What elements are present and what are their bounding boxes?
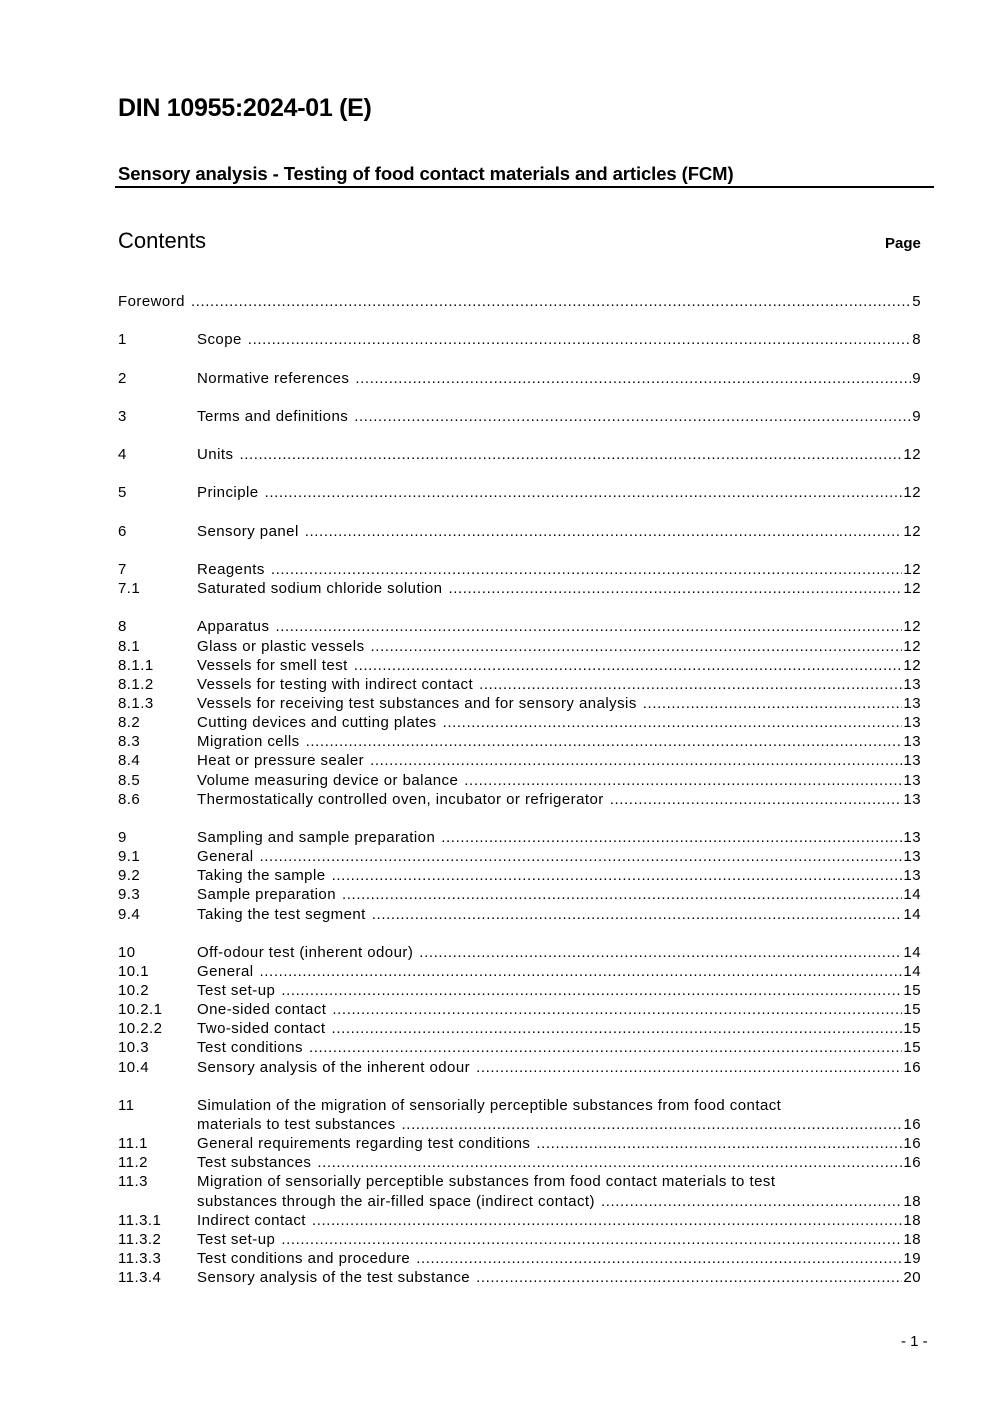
toc-entry[interactable] (118, 1230, 921, 1249)
entry-page: 13 (903, 752, 921, 770)
entry-page: 8 (912, 331, 921, 349)
dot-leader (332, 1019, 903, 1038)
entry-title[interactable]: Taking the sample (197, 867, 326, 885)
toc-entry[interactable] (118, 637, 921, 656)
toc-entry[interactable] (118, 560, 921, 579)
dot-leader (448, 579, 902, 598)
entry-page: 14 (903, 905, 921, 923)
entry-title[interactable]: General (197, 962, 254, 980)
entry-number: 1 (118, 331, 127, 349)
title-underline (115, 186, 934, 188)
dot-leader (312, 1211, 902, 1230)
group-spacer (118, 503, 921, 522)
entry-title[interactable]: Vessels for receiving test substances and for sensory analysis (197, 694, 637, 712)
toc-entry[interactable] (118, 445, 921, 464)
entry-page: 12 (903, 446, 921, 464)
entry-title[interactable]: Sample preparation (197, 886, 337, 904)
dot-leader (419, 943, 902, 962)
document-id: DIN 10955:2024-01 (E) (118, 94, 372, 122)
entry-page: 13 (903, 848, 921, 866)
entry-title[interactable]: Scope (197, 331, 242, 349)
entry-page: 16 (903, 1058, 921, 1076)
entry-number: 11.2 (118, 1154, 148, 1172)
entry-page: 13 (903, 733, 921, 751)
dot-leader (464, 771, 902, 790)
toc-entry-first-line[interactable] (118, 1096, 921, 1115)
entry-number: 9.2 (118, 867, 141, 885)
entry-page: 14 (903, 943, 921, 961)
toc-entry[interactable] (118, 1192, 921, 1211)
entry-number: 8.4 (118, 752, 141, 770)
entry-title[interactable]: Reagents (197, 560, 265, 578)
entry-number: 3 (118, 407, 127, 425)
group-spacer (118, 311, 921, 330)
dot-leader (260, 962, 903, 981)
entry-number: 10 (118, 943, 136, 961)
dot-leader (643, 694, 903, 713)
toc-entry[interactable] (118, 828, 921, 847)
entry-title[interactable]: Test conditions (197, 1039, 303, 1057)
entry-title[interactable]: Vessels for testing with indirect contact (197, 675, 474, 693)
toc-entry[interactable] (118, 771, 921, 790)
toc-entry[interactable] (118, 713, 921, 732)
toc-entry[interactable] (118, 790, 921, 809)
entry-page: 19 (903, 1250, 921, 1268)
entry-number: 7.1 (118, 580, 141, 598)
toc-entry[interactable] (118, 962, 921, 981)
entry-page: 15 (903, 1001, 921, 1019)
entry-title-line1: Migration of sensorially perceptible substances from food contact materials to test (197, 1173, 776, 1191)
entry-number: 8 (118, 618, 127, 636)
dot-leader (441, 828, 902, 847)
entry-number: 2 (118, 369, 127, 387)
entry-title[interactable]: Principle (197, 484, 259, 502)
toc-entry[interactable] (118, 885, 921, 904)
document-subtitle: Sensory analysis - Testing of food contact materials and articles (FCM) (118, 163, 734, 184)
entry-title[interactable]: Sensory panel (197, 522, 299, 540)
entry-number: 8.3 (118, 733, 141, 751)
entry-page: 9 (912, 369, 921, 387)
entry-number: 8.1 (118, 637, 141, 655)
entry-title[interactable]: Sensory analysis of the inherent odour (197, 1058, 471, 1076)
toc-entry-first-line[interactable] (118, 1172, 921, 1191)
dot-leader (601, 1192, 902, 1211)
entry-title[interactable]: General (197, 848, 254, 866)
dot-leader (239, 445, 902, 464)
dot-leader (370, 751, 902, 770)
dot-leader (476, 1058, 902, 1077)
entry-title[interactable]: Sampling and sample preparation (197, 828, 436, 846)
dot-leader (332, 866, 903, 885)
entry-page: 16 (903, 1116, 921, 1134)
entry-page: 13 (903, 867, 921, 885)
entry-title[interactable]: Test conditions and procedure (197, 1250, 411, 1268)
entry-title[interactable]: Taking the test segment (197, 905, 366, 923)
dot-leader (354, 656, 903, 675)
entry-number: 10.4 (118, 1058, 149, 1076)
entry-page: 13 (903, 771, 921, 789)
entry-title[interactable]: Glass or plastic vessels (197, 637, 365, 655)
entry-number (118, 1192, 197, 1211)
entry-number: 9.1 (118, 848, 141, 866)
entry-title[interactable]: Migration cells (197, 733, 300, 751)
entry-title[interactable]: Test set-up (197, 1230, 276, 1248)
toc-entry[interactable] (118, 751, 921, 770)
toc-entry[interactable] (118, 1058, 921, 1077)
entry-number: 11.3 (118, 1173, 148, 1191)
dot-leader (371, 637, 903, 656)
entry-number: 7 (118, 560, 127, 578)
toc-entry[interactable] (118, 1019, 921, 1038)
entry-page: 15 (903, 982, 921, 1000)
entry-number: 10.2 (118, 982, 149, 1000)
toc-entry[interactable] (118, 330, 921, 349)
entry-page: 18 (903, 1211, 921, 1229)
dot-leader (355, 369, 911, 388)
toc-entry[interactable] (118, 407, 921, 426)
entry-page: 18 (903, 1230, 921, 1248)
group-spacer (118, 598, 921, 617)
entry-page: 13 (903, 828, 921, 846)
entry-number: 8.2 (118, 714, 141, 732)
entry-number: 9.4 (118, 905, 141, 923)
entry-title[interactable]: Units (197, 446, 234, 464)
group-spacer (118, 464, 921, 483)
entry-number: 8.1.1 (118, 656, 154, 674)
dot-leader (248, 330, 911, 349)
entry-title[interactable]: Volume measuring device or balance (197, 771, 459, 789)
entry-page: 12 (903, 484, 921, 502)
entry-number: 11.3.3 (118, 1250, 162, 1268)
entry-page: 12 (903, 656, 921, 674)
entry-page: 13 (903, 790, 921, 808)
entry-title[interactable]: Terms and definitions (197, 407, 349, 425)
dot-leader (416, 1249, 902, 1268)
toc-entry[interactable] (118, 617, 921, 636)
entry-title[interactable]: Cutting devices and cutting plates (197, 714, 437, 732)
page-number: - 1 - (901, 1333, 928, 1350)
dot-leader (443, 713, 903, 732)
dot-leader (402, 1115, 903, 1134)
toc-entry[interactable] (118, 1153, 921, 1172)
entry-title[interactable]: One-sided contact (197, 1001, 327, 1019)
entry-title[interactable]: Apparatus (197, 618, 270, 636)
entry-title[interactable]: Normative references (197, 369, 350, 387)
entry-page: 15 (903, 1039, 921, 1057)
entry-page: 14 (903, 886, 921, 904)
group-spacer (118, 541, 921, 560)
entry-page: 13 (903, 675, 921, 693)
group-spacer (118, 426, 921, 445)
entry-page: 16 (903, 1135, 921, 1153)
entry-number: 4 (118, 446, 127, 464)
entry-page: 14 (903, 962, 921, 980)
toc-entry[interactable] (118, 1000, 921, 1019)
dot-leader (479, 675, 902, 694)
entry-number: 5 (118, 484, 127, 502)
dot-leader (275, 617, 902, 636)
toc-entry[interactable] (118, 732, 921, 751)
dot-leader (305, 522, 903, 541)
entry-number: 11.3.2 (118, 1230, 162, 1248)
toc-entry[interactable] (118, 579, 921, 598)
entry-title[interactable]: Saturated sodium chloride solution (197, 580, 443, 598)
entry-page: 12 (903, 637, 921, 655)
toc-entry[interactable] (118, 369, 921, 388)
entry-page: 12 (903, 560, 921, 578)
toc-entry[interactable] (118, 847, 921, 866)
entry-page: 13 (903, 714, 921, 732)
entry-title[interactable]: Test set-up (197, 982, 276, 1000)
entry-page: 16 (903, 1154, 921, 1172)
entry-title[interactable]: Vessels for smell test (197, 656, 348, 674)
entry-number: 8.6 (118, 790, 141, 808)
entry-title[interactable]: Heat or pressure sealer (197, 752, 365, 770)
entry-number: 6 (118, 522, 127, 540)
toc-entry[interactable] (118, 1249, 921, 1268)
entry-number: 11.1 (118, 1135, 148, 1153)
group-spacer (118, 349, 921, 368)
dot-leader (309, 1038, 902, 1057)
toc-entry[interactable] (118, 675, 921, 694)
dot-leader (317, 1153, 902, 1172)
dot-leader (271, 560, 903, 579)
dot-leader (354, 407, 911, 426)
entry-page: 5 (912, 293, 921, 310)
entry-number: 11.3.4 (118, 1269, 162, 1287)
entry-title[interactable]: General requirements regarding test conditions (197, 1135, 531, 1153)
dot-leader (372, 905, 903, 924)
entry-title[interactable]: Foreword (118, 293, 185, 310)
entry-number: 10.3 (118, 1039, 149, 1057)
entry-page: 12 (903, 618, 921, 636)
entry-page: 15 (903, 1020, 921, 1038)
group-spacer (118, 924, 921, 943)
entry-number: 10.2.1 (118, 1001, 163, 1019)
entry-title[interactable]: substances through the air-filled space (indirect contact) (197, 1192, 595, 1210)
toc-entry[interactable] (118, 905, 921, 924)
toc-entry[interactable] (118, 483, 921, 502)
dot-leader (476, 1268, 902, 1287)
entry-number: 9 (118, 828, 127, 846)
entry-number: 8.1.2 (118, 675, 154, 693)
entry-number: 8.5 (118, 771, 141, 789)
toc-entry[interactable] (118, 943, 921, 962)
toc-entry[interactable] (118, 1038, 921, 1057)
entry-page: 9 (912, 407, 921, 425)
dot-leader (610, 790, 903, 809)
dot-leader (281, 981, 902, 1000)
entry-number: 11.3.1 (118, 1211, 162, 1229)
entry-title[interactable]: Thermostatically controlled oven, incubator or refrigerator (197, 790, 604, 808)
entry-title[interactable]: Sensory analysis of the test substance (197, 1269, 471, 1287)
dot-leader (332, 1000, 902, 1019)
dot-leader (342, 885, 902, 904)
entry-number: 10.2.2 (118, 1020, 163, 1038)
dot-leader (265, 483, 903, 502)
toc-entry[interactable] (118, 981, 921, 1000)
entry-number: 11 (118, 1096, 135, 1114)
toc-entry[interactable] (118, 1268, 921, 1287)
toc-entry[interactable] (118, 1211, 921, 1230)
page-column-label: Page (885, 235, 921, 252)
group-spacer (118, 1077, 921, 1096)
toc-entry[interactable] (118, 1115, 921, 1134)
toc-entry[interactable] (118, 292, 921, 311)
table-of-contents (118, 292, 921, 1287)
toc-entry[interactable] (118, 656, 921, 675)
dot-leader (260, 847, 903, 866)
dot-leader (281, 1230, 902, 1249)
toc-entry[interactable] (118, 522, 921, 541)
entry-page: 18 (903, 1192, 921, 1210)
toc-entry[interactable] (118, 866, 921, 885)
entry-number: 10.1 (118, 962, 149, 980)
entry-number: 9.3 (118, 886, 141, 904)
entry-page: 13 (903, 694, 921, 712)
contents-heading: Contents (118, 228, 207, 253)
toc-entry[interactable] (118, 1134, 921, 1153)
entry-number (118, 1115, 197, 1134)
toc-entry[interactable] (118, 694, 921, 713)
entry-title[interactable]: Indirect contact (197, 1211, 306, 1229)
entry-title[interactable]: materials to test substances (197, 1116, 396, 1134)
group-spacer (118, 388, 921, 407)
entry-number: 8.1.3 (118, 694, 154, 712)
entry-page: 12 (903, 522, 921, 540)
dot-leader (191, 292, 911, 311)
entry-title[interactable]: Two-sided contact (197, 1020, 326, 1038)
group-spacer (118, 809, 921, 828)
entry-title[interactable]: Test substances (197, 1154, 312, 1172)
dot-leader (536, 1134, 902, 1153)
entry-page: 20 (903, 1269, 921, 1287)
entry-title[interactable]: Off-odour test (inherent odour) (197, 943, 414, 961)
dot-leader (306, 732, 903, 751)
entry-title-line1: Simulation of the migration of sensorially perceptible substances from food contact (197, 1096, 782, 1114)
entry-page: 12 (903, 580, 921, 598)
